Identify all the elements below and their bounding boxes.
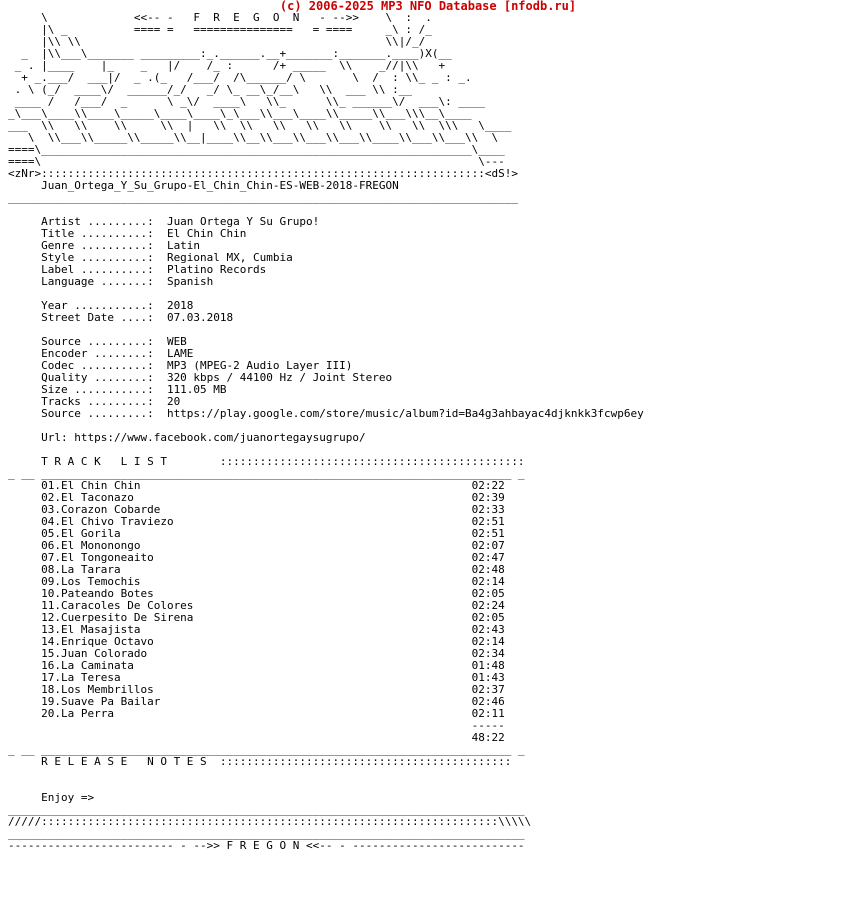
track-row: 02.El Taconazo 02:39 bbox=[41, 491, 505, 504]
info-line: Year ...........: 2018 bbox=[41, 299, 194, 312]
track-row: ----- bbox=[471, 719, 505, 732]
logo-line: _ . |____ |_ _ |/ /_ : /+ _____ \\ _//|\\ + bbox=[14, 59, 446, 72]
info-line: Label ..........: Platino Records bbox=[41, 263, 267, 276]
info-line: Street Date ....: 07.03.2018 bbox=[41, 311, 234, 324]
track-row: 08.La Tarara 02:48 bbox=[41, 563, 505, 576]
track-row: 19.Suave Pa Bailar 02:46 bbox=[41, 695, 505, 708]
info-line: Size ...........: 111.05 MB bbox=[41, 383, 227, 396]
track-row: 09.Los Temochis 02:14 bbox=[41, 575, 505, 588]
tracklist-header: T R A C K L I S T :::::::::::::::::::::::::::::::::::::::::::::: bbox=[8, 455, 525, 468]
logo-line: _ |\\___\_______ _________:_.______.__+_______:_______.____)X(__ bbox=[21, 47, 452, 60]
track-row: 13.El Masajista 02:43 bbox=[41, 623, 505, 636]
info-line: Encoder ........: LAME bbox=[41, 347, 194, 360]
footer-line: ______________________________________________________________________________ bbox=[8, 827, 525, 840]
info-line: Title ..........: El Chin Chin bbox=[41, 227, 247, 240]
release-notes-header: R E L E A S E N O T E S :::::::::::::::::::::::::::::::::::::::::::: bbox=[8, 755, 512, 768]
track-row: 06.El Mononongo 02:07 bbox=[41, 539, 505, 552]
logo-line: _\___\____\\____\_____\____\____\_\___\\___\____\\_____\\___\\\__\____ bbox=[8, 107, 472, 120]
info-line: Style ..........: Regional MX, Cumbia bbox=[41, 251, 293, 264]
logo-line: |\ _ ==== = =============== = ==== _\ : /_ bbox=[41, 23, 432, 36]
track-row: 04.El Chivo Traviezo 02:51 bbox=[41, 515, 505, 528]
logo-line: ====\ \--- bbox=[8, 155, 505, 168]
nfo-footer bbox=[8, 803, 531, 852]
logo-line: \ <<-- - F R E G O N - -->> \ : . bbox=[41, 11, 432, 24]
track-row: 15.Juan Colorado 02:34 bbox=[41, 647, 505, 660]
logo-line: + _.___/ ___|/ _ .(_ /___/ /\______/ \ \ / : \\_ _ : _. bbox=[21, 71, 472, 84]
info-line: Artist .........: Juan Ortega Y Su Grupo! bbox=[41, 215, 320, 228]
rule-top: _____________________________________________________________________________ bbox=[8, 191, 518, 204]
track-row: 11.Caracoles De Colores 02:24 bbox=[41, 599, 505, 612]
info-line: Codec ..........: MP3 (MPEG-2 Audio Layer III) bbox=[41, 359, 353, 372]
track-row: 05.El Gorila 02:51 bbox=[41, 527, 505, 540]
nfo-document bbox=[8, 12, 644, 852]
footer-line: /////:::::::::::::::::::::::::::::::::::::::::::::::::::::::::::::::::::::\\\\\ bbox=[8, 815, 532, 828]
info-line: Url: https://www.facebook.com/juanortegaysugrupo/ bbox=[8, 431, 366, 444]
logo-line: ___ \\ \\ \\ \\ | \\ \\ \\ \\ \\ \\ \\ \\\ \____ bbox=[8, 119, 512, 132]
logo-line: |\\ \\ \\|/_/ bbox=[41, 35, 426, 48]
track-row: 18.Los Membrillos 02:37 bbox=[41, 683, 505, 696]
footer-line: ______________________________________________________________________________ bbox=[8, 803, 525, 816]
info-line: Language .......: Spanish bbox=[41, 275, 214, 288]
info-line: Tracks .........: 20 bbox=[41, 395, 181, 408]
ascii-logo bbox=[8, 11, 518, 180]
info-line: Source .........: https://play.google.com/store/music/album?id=Ba4g3ahbayac4djknkk3fcwp6ey bbox=[41, 407, 644, 420]
release-name: Juan_Ortega_Y_Su_Grupo-El_Chin_Chin-ES-WEB-2018-FREGON bbox=[8, 179, 399, 192]
logo-line: . \ (_/ ____\/ ______/_/ _/ \_ __\_/__\ \\ ___ \\ :__ bbox=[14, 83, 412, 96]
track-row: 12.Cuerpesito De Sirena 02:05 bbox=[41, 611, 505, 624]
logo-line: ====\_________________________________________________________________\____ bbox=[8, 143, 505, 156]
footer-line: ------------------------- - -->> F R E G O N <<-- - -------------------------- bbox=[8, 839, 525, 852]
track-row: 17.La Teresa 01:43 bbox=[41, 671, 505, 684]
track-row: 01.El Chin Chin 02:22 bbox=[41, 479, 505, 492]
info-line: Source .........: WEB bbox=[41, 335, 187, 348]
track-row: 16.La Caminata 01:48 bbox=[41, 659, 505, 672]
tracklist-rule-top: _ __ _______________________________________________________________________ _ bbox=[8, 467, 525, 480]
track-list bbox=[8, 479, 505, 744]
tracklist-rule-bottom: _ __ _______________________________________________________________________ _ bbox=[8, 743, 525, 756]
copyright-banner: (c) 2006-2025 MP3 NFO Database [nfodb.ru] bbox=[279, 0, 577, 13]
logo-line: \ \\___\\_____\\_____\\__|____\\__\\___\\___\\___\\____\\___\\___\\ \ bbox=[27, 131, 499, 144]
logo-line: <zNr>:::::::::::::::::::::::::::::::::::::::::::::::::::::::::::::::::::<dS!> bbox=[8, 167, 518, 180]
track-row: 03.Corazon Cobarde 02:33 bbox=[41, 503, 505, 516]
notes-line: Enjoy => bbox=[8, 791, 95, 804]
track-row: 10.Pateando Botes 02:05 bbox=[41, 587, 505, 600]
info-line: Quality ........: 320 kbps / 44100 Hz / Joint Stereo bbox=[41, 371, 393, 384]
track-row: 20.La Perra 02:11 bbox=[41, 707, 505, 720]
track-row: 14.Enrique Octavo 02:14 bbox=[41, 635, 505, 648]
track-row: 07.El Tongoneaito 02:47 bbox=[41, 551, 505, 564]
release-info bbox=[8, 215, 644, 444]
logo-line: ____ / /___/ _ \ _\/ ____\ \\_ \\_ ______\/ ___\: ____ bbox=[14, 95, 485, 108]
track-row: 48:22 bbox=[8, 731, 505, 744]
info-line: Genre ..........: Latin bbox=[41, 239, 201, 252]
